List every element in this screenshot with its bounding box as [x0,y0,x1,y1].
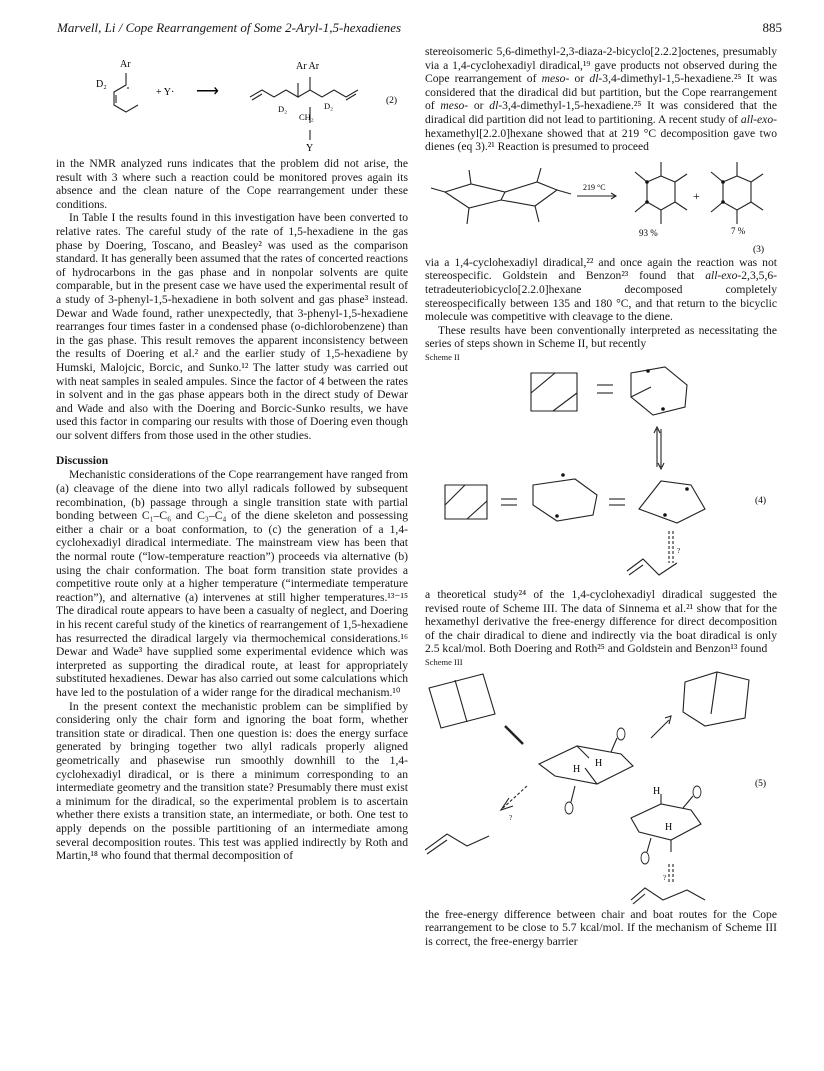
equation-number-3: (3) [753,244,765,255]
equation-2-figure [56,45,408,157]
equation-3-figure [425,154,777,256]
paragraph-nmr-runs: in the NMR analyzed runs indicates that the problem did not arise, the result with 3 where such a reaction could be monitored proves again its absence and the clean nature of the Cope rearrangement under these conditions. [56,157,408,211]
scheme-3-h-2: H [595,757,603,769]
eq3-yield-2: 7 % [731,225,746,236]
eq2-d2-label: D₂ [96,79,107,90]
equation-number-2: (2) [386,96,398,106]
paragraph-context: In the present context the mechanistic problem can be simplified by considering only the chair form and ignoring the boat form, whether transition state or diradical. Then one question is: does the energy surface generated by bringing together two allyl radicals properly aligned geometrically and phasewise run smoothly downhill to the 1,4-cyclohexadiyl diradical, or is there a minimum corresponding to an intermediate geometry and the transition state? Presumably there must exist a minimum for the diradical, so the experimental problem is to ascertain whether there exists a transition state, an intermediate, or both. One test to apply depends on the possible partitioning of an intermediate among several decomposition routes. This test was applied indirectly by Roth and Martin,¹⁸ who found that thermal decomposition of [56,699,408,863]
scheme-2-structures [425,363,777,588]
scheme-2-label: Scheme II [425,351,460,362]
paragraph-goldstein: via a 1,4-cyclohexadiyl diradical,²² and once again the reaction was not stereospecific. Goldstein and Benzon²³ found that all-exo-2,3,5,6-tetradeuteriobicyclo[2.2.0]hexane decomposed completely stereospecifically between 135 and 180 °C, and that return to the bicyclic molecule was competitive with cleavage to the diene. [425,255,777,324]
scheme-3-h-3: H [653,785,661,797]
scheme-3-figure [425,668,777,908]
eq2-ar-ar-label: Ar Ar [296,61,320,72]
right-column [425,45,777,949]
scheme-3-question-2: ? [663,873,667,882]
eq2-y-label: Y [306,143,314,154]
equation-3-structures [425,154,777,256]
eq2-d2b-label: D₂ [278,104,288,114]
scheme-3-h-4: H [665,821,673,833]
paragraph-free-energy: the free-energy difference between chair and boat routes for the Cope rearrangement to be close to 5.7 kcal/mol. If the mechanism of Scheme III is correct, the free-energy barrier [425,907,777,949]
eq3-plus: + [693,188,700,203]
paragraph-table-rates: In Table I the results found in this investigation have been converted to relative rates. The careful study of the rate of 1,5-hexadiene in the gas phase by Doering, Toscano, and Beasley² was used as the comparison standard. It has generally been assumed that the rates of concerted reactions of hydrocarbons in the gas phase and in nonpolar solvents are quite comparable, but in the present case we have used the experimental result of a study of 3-phenyl-1,5-hexadiene in both solvent and gas phase³ instead. Dewar and Wade found, rather unexpectedly, that 3-phenyl-1,5-hexadiene rearranges four times faster in a condensed phase (o-dichlorobenzene) than in the gas phase. This result removes the apparent inconsistency between the results of Doering et al.² and the earlier study of 1,5-hexadiene by Humski, Malojcic, Borcic, and Sunko.¹² The latter study was carried out with neat samples in sealed ampules. Since the factor of 4 between the rates in solvent and in the gas phase appears both in the direct study of Dewar and Wade and also with the Doering and Borcic-Sunko results, we have used this factor in comparing our results with those of Doering even though our solvent differs from those used in the other studies. [56,211,408,442]
running-header [57,20,782,40]
left-column [56,45,408,863]
eq2-arrow: ⟶ [196,83,219,100]
eq3-temp: 219 °C [583,182,606,192]
equation-2-structures [56,45,408,157]
eq3-yield-1: 93 % [639,227,658,238]
scheme-3-question-1: ? [509,813,513,822]
running-title: Marvell, Li / Cope Rearrangement of Some 2-Aryl-1,5-hexadienes [57,20,402,35]
scheme-2-figure [425,363,777,588]
scheme-3-structures [425,668,777,908]
eq2-ar-label: Ar [120,59,131,70]
paragraph-diaza: stereoisomeric 5,6-dimethyl-2,3-diaza-2-bicyclo[2.2.2]octenes, presumably via a 1,4-cyclohexadiyl diradical,¹⁹ gave products not observed during the Cope rearrangement of meso- or dl-3,4-dimethyl-1,5-hexadiene.²⁵ It was considered that the diradical did but partition, but the Cope rearrangement of meso- or dl-3,4-dimethyl-1,5-hexadiene.²⁵ It was considered that the diradical did partition did not lead to partitioning. A recent study of all-exo-hexamethyl[2.2.0]hexane showed that at 219 °C decomposition gave two dienes (eq 3).²¹ Reaction is presumed to proceed [425,45,777,154]
equation-number-4: (4) [755,495,767,506]
paragraph-theoretical: a theoretical study²⁴ of the 1,4-cyclohexadiyl diradical suggested the revised route of Scheme III. The data of Sinnema et al.²¹ show that for the hexamethyl derivative the free-energy difference for direct decomposition of the chair diradical to diene and indirectly via the boat diradical is only 2.5 kcal/mol. Both Doering and Roth²⁵ and Goldstein and Benzon¹³ found [425,587,777,656]
eq2-ch2-label: CH₂ [299,112,314,122]
scheme-2-question: ? [677,546,681,555]
paragraph-mechanism: Mechanistic considerations of the Cope rearrangement have ranged from (a) cleavage of the diene into two allyl radicals followed by subsequent recombination, (b) passage through a single transition state with partial bonding between C₁–C₆ and C₃–C₄ of the diene skeleton and possessing either a chair or a boat conformation, to (c) the generation of a 1,4-cyclohexadiyl diradical intermediate. The mainstream view has been that the normal route (“low-temperature reaction”) proceeds via alternative (b) using the chair conformation. The boat form transition state provides a competitive route only at a higher temperature (“intermediate temperature reaction”), and alternative (a) intervenes at still higher temperatures.¹³⁻¹⁵ The diradical route appears to have been a casualty of neglect, and Doering in his recent careful study of the kinetics of rearrangement of 1,5-hexadiene has resurrected the diradical largely via thermochemical considerations.¹⁶ Dewar and Wade³ have supplied some experimental evidence which was interpreted as supporting the diradical route, at least for appropriately substituted hexadienes. Dewar has also carried out some calculations which have led to the postulation of a wider range for the diradical mechanism.¹⁰ [56,468,408,699]
scheme-3-h-1: H [573,763,581,775]
paragraph-scheme-intro: These results have been conventionally interpreted as necessitating the series of steps shown in Scheme II, but recently [425,323,777,351]
section-heading-discussion: Discussion [56,454,109,468]
equation-number-5: (5) [755,778,767,789]
page-number: 885 [762,20,782,35]
scheme-3-label: Scheme III [425,656,463,667]
eq2-plus-y: + Y· [156,87,175,98]
eq2-d2c-label: D₂ [324,101,334,111]
